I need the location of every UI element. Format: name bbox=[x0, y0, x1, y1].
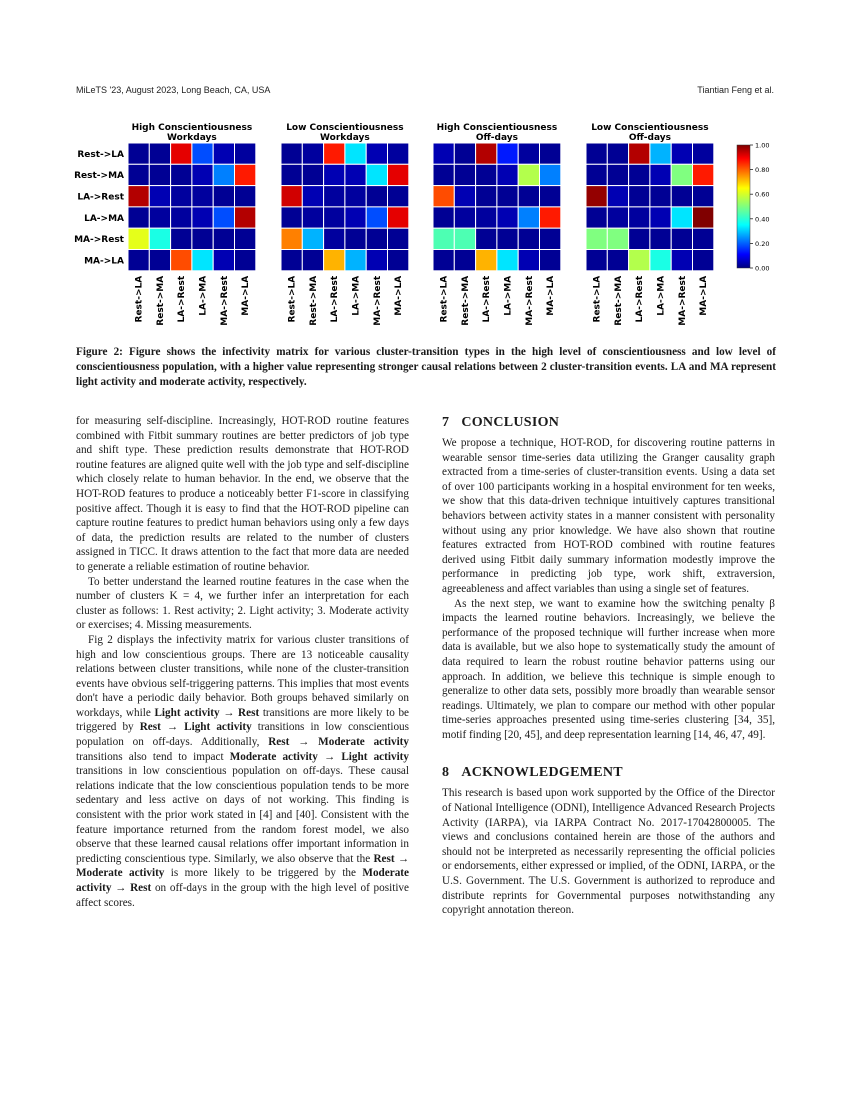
heatmap-cell bbox=[476, 207, 497, 228]
heatmap-cell bbox=[171, 228, 192, 249]
heatmap-cell bbox=[171, 186, 192, 207]
heatmap-cell bbox=[192, 186, 213, 207]
column-tick-label: MA->LA bbox=[241, 275, 252, 316]
heatmap-cell bbox=[629, 250, 650, 271]
heatmap-cell bbox=[213, 228, 234, 249]
column-tick-label: LA->Rest bbox=[635, 275, 646, 323]
heatmap-panel bbox=[586, 123, 714, 326]
row-tick-label: MA->Rest bbox=[74, 235, 124, 246]
heatmap-cell bbox=[192, 143, 213, 164]
heatmap-cell bbox=[213, 186, 234, 207]
heatmap-cell bbox=[586, 143, 607, 164]
heatmap-cell bbox=[281, 228, 302, 249]
heatmap-cell bbox=[366, 164, 387, 185]
heatmap-cell bbox=[629, 228, 650, 249]
right-column bbox=[442, 414, 775, 918]
heatmap-cell bbox=[671, 143, 692, 164]
heatmap-cell bbox=[629, 164, 650, 185]
heatmap-cell bbox=[128, 228, 149, 249]
heatmap-cell bbox=[192, 207, 213, 228]
heatmap-cell bbox=[476, 164, 497, 185]
heatmap-cell bbox=[693, 250, 714, 271]
row-tick-label: LA->MA bbox=[84, 213, 124, 224]
heatmap-cell bbox=[629, 207, 650, 228]
body-paragraph: for measuring self-discipline. Increasingly, HOT-ROD routine features combined with Fitbit summary routines are better predictors of job type and shift type. These prediction results demonstrate that HOT-ROD routine features are aligned quite well with the job type and self-discipline which closely relate to human behavior. In the end, we observe that the HOT-ROD features to produce a noticeably better F1-score in classifying positive affect. Though it is easy to find that the HOT-ROD pipeline can capture routine features to predict human behaviors using only a few days of data, the prediction results are related to the number of clusters assigned in TICC. It draws attention to the fact that more data are needed to generate a reliable estimation of routine behavior. bbox=[76, 415, 409, 573]
heatmap-cell bbox=[345, 143, 366, 164]
colorbar-tick-label: 1.00 bbox=[755, 141, 770, 150]
heatmap-cell bbox=[171, 207, 192, 228]
bold-transition: Rest → Moderate activity bbox=[76, 852, 410, 880]
heatmap-cell bbox=[235, 207, 256, 228]
column-tick-label: Rest->LA bbox=[592, 275, 603, 323]
column-tick-label: MA->Rest bbox=[677, 275, 688, 326]
heatmap-cell bbox=[671, 250, 692, 271]
text-run: transitions in low conscientious population on off-days. Additionally, bbox=[76, 721, 409, 749]
row-tick-label: MA->LA bbox=[84, 256, 124, 267]
heatmap-cell bbox=[586, 250, 607, 271]
heatmap-cell bbox=[518, 207, 539, 228]
heatmap-cell bbox=[518, 228, 539, 249]
heatmap-cell bbox=[235, 186, 256, 207]
heatmap-cell bbox=[302, 164, 323, 185]
heatmap-cell bbox=[629, 186, 650, 207]
heatmap-cell bbox=[433, 164, 454, 185]
heatmap-cell bbox=[454, 164, 475, 185]
heatmap-cell bbox=[388, 250, 409, 271]
heatmap-cell bbox=[540, 164, 561, 185]
column-tick-label: LA->MA bbox=[656, 275, 667, 316]
heatmap-cell bbox=[213, 250, 234, 271]
text-run: transitions are more likely to be triggered by bbox=[76, 706, 410, 734]
heatmap-cell bbox=[388, 207, 409, 228]
heatmap-cell bbox=[149, 143, 170, 164]
heatmap-cell bbox=[302, 250, 323, 271]
heatmap-cell bbox=[693, 207, 714, 228]
heatmap-cell bbox=[171, 143, 192, 164]
text-run: is more likely to be triggered by the bbox=[164, 867, 363, 880]
heatmap-cell bbox=[149, 228, 170, 249]
bold-transition: Moderate activity → Light activity bbox=[229, 750, 410, 763]
heatmap-cell bbox=[650, 228, 671, 249]
heatmap-cell bbox=[281, 143, 302, 164]
heatmap-cell bbox=[128, 143, 149, 164]
heatmap-cell bbox=[518, 143, 539, 164]
heatmap-cell bbox=[454, 228, 475, 249]
column-tick-label: Rest->LA bbox=[134, 275, 145, 323]
bold-transition: Light activity → Rest bbox=[154, 706, 260, 719]
panel-title-line1: High Conscientiousness bbox=[436, 123, 558, 133]
column-tick-label: LA->MA bbox=[351, 275, 362, 316]
column-tick-label: Rest->MA bbox=[613, 275, 624, 326]
column-tick-label: Rest->LA bbox=[439, 275, 450, 323]
heatmap-cell bbox=[433, 250, 454, 271]
section-title: CONCLUSION bbox=[461, 415, 560, 430]
body-paragraph: To better understand the learned routine features in the case when the number of clusters K = 4, we further infer an interpretation for each cluster as follows: 1. Rest activity; 2. Light activity; 3. Moderate activity or exercises; 4. Missing measurements. bbox=[76, 575, 409, 632]
row-tick-label: LA->Rest bbox=[77, 192, 124, 203]
heatmap-cell bbox=[497, 250, 518, 271]
panel-title-line2: Off-days bbox=[628, 133, 671, 143]
heatmap-cell bbox=[345, 186, 366, 207]
heatmap-cell bbox=[281, 164, 302, 185]
heatmap-cell bbox=[213, 143, 234, 164]
row-tick-label: Rest->LA bbox=[77, 149, 124, 160]
heatmap-cell bbox=[149, 164, 170, 185]
heatmap-cell bbox=[540, 143, 561, 164]
heatmap-cell bbox=[281, 250, 302, 271]
column-tick-label: MA->Rest bbox=[219, 275, 230, 326]
heatmap-cell bbox=[671, 164, 692, 185]
heatmap-cell bbox=[324, 228, 345, 249]
panel-title-line1: High Conscientiousness bbox=[131, 123, 253, 133]
heatmap-cell bbox=[388, 143, 409, 164]
section-heading-conclusion bbox=[442, 414, 775, 432]
heatmap-cell bbox=[324, 164, 345, 185]
heatmap-cell bbox=[433, 143, 454, 164]
heatmap-cell bbox=[345, 207, 366, 228]
heatmap-cell bbox=[629, 143, 650, 164]
heatmap-cell bbox=[192, 228, 213, 249]
colorbar-gradient bbox=[737, 145, 750, 268]
column-tick-label: Rest->MA bbox=[155, 275, 166, 326]
heatmap-cell bbox=[693, 143, 714, 164]
heatmap-panel bbox=[433, 123, 561, 326]
column-tick-label: MA->Rest bbox=[524, 275, 535, 326]
section-number: 7 bbox=[442, 415, 450, 430]
heatmap-cell bbox=[324, 207, 345, 228]
heatmap-cell bbox=[476, 250, 497, 271]
figure-caption: Figure 2: Figure shows the infectivity matrix for various cluster-transition types in the high level of conscientiousness and low level of conscientiousness population, with a higher value representing stronger causal relations between 2 cluster-transition events. LA and MA represent light activity and moderate activity, respectively. bbox=[76, 346, 776, 388]
heatmap-cell bbox=[650, 207, 671, 228]
heatmap-cell bbox=[149, 207, 170, 228]
column-tick-label: MA->LA bbox=[394, 275, 405, 316]
heatmap-cell bbox=[650, 186, 671, 207]
heatmap-cell bbox=[324, 186, 345, 207]
heatmap-cell bbox=[433, 186, 454, 207]
heatmap-cell bbox=[302, 186, 323, 207]
infectivity-heatmap-figure bbox=[0, 0, 850, 340]
heatmap-cell bbox=[497, 164, 518, 185]
heatmap-cell bbox=[454, 143, 475, 164]
colorbar-tick-label: 0.60 bbox=[755, 190, 770, 199]
bold-transition: Rest → Light activity bbox=[139, 721, 252, 734]
heatmap-cell bbox=[149, 250, 170, 271]
heatmap-cell bbox=[302, 207, 323, 228]
heatmap-cell bbox=[497, 186, 518, 207]
heatmap-cell bbox=[128, 207, 149, 228]
heatmap-cell bbox=[607, 186, 628, 207]
column-tick-label: Rest->LA bbox=[287, 275, 298, 323]
heatmap-cell bbox=[671, 186, 692, 207]
heatmap-cell bbox=[586, 207, 607, 228]
heatmap-cell bbox=[454, 207, 475, 228]
heatmap-cell bbox=[607, 207, 628, 228]
column-tick-label: LA->Rest bbox=[482, 275, 493, 323]
heatmap-cell bbox=[607, 250, 628, 271]
colorbar bbox=[737, 142, 769, 273]
heatmap-cell bbox=[213, 207, 234, 228]
column-tick-label: LA->Rest bbox=[330, 275, 341, 323]
running-header-authors: Tiantian Feng et al. bbox=[697, 85, 774, 95]
heatmap-cell bbox=[650, 143, 671, 164]
heatmap-panel bbox=[74, 123, 256, 326]
column-tick-label: Rest->MA bbox=[460, 275, 471, 326]
heatmap-cell bbox=[171, 250, 192, 271]
heatmap-cell bbox=[388, 186, 409, 207]
text-run: on off-days in the group with the high level of positive affect scores. bbox=[76, 882, 409, 909]
heatmap-cell bbox=[540, 186, 561, 207]
column-tick-label: MA->LA bbox=[699, 275, 710, 316]
heatmap-cell bbox=[650, 250, 671, 271]
heatmap-cell bbox=[128, 186, 149, 207]
heatmap-cell bbox=[650, 164, 671, 185]
text-run: transitions in low conscientious population on off-days. These causal relations indicate that the low conscientious population tends to be more sedentary and less active on days of not working. This finding is consistent with the prior work stated in [4] and [40]. Consistent with the feature importance returned from the random forest model, we also observe that these learned causal relations offer important information in predicting conscientious type. Similarly, we also observe that the bbox=[76, 765, 409, 865]
heatmap-cell bbox=[607, 164, 628, 185]
heatmap-cell bbox=[302, 228, 323, 249]
heatmap-cell bbox=[366, 228, 387, 249]
column-tick-label: MA->LA bbox=[546, 275, 557, 316]
heatmap-cell bbox=[540, 250, 561, 271]
bold-transition: Rest → Moderate activity bbox=[268, 736, 409, 749]
heatmap-cell bbox=[213, 164, 234, 185]
body-paragraph bbox=[76, 633, 409, 910]
heatmap-cell bbox=[693, 228, 714, 249]
colorbar-tick-label: 0.40 bbox=[755, 215, 770, 224]
text-run: transitions also tend to impact bbox=[76, 750, 230, 763]
heatmap-cell bbox=[345, 164, 366, 185]
body-paragraph: As the next step, we want to examine how the switching penalty β impacts the learned routine behaviors. Increasingly, we believe the performance of the proposed technique will further increase when more data is available, but we also hope to systematically study the amount of data required to learn the robust routine behavior patterns using our approach. In addition, we believe this technique is simple enough to generalize to other data sets, possibly more broadly than wearable sensor readings. Ultimately, we plan to compare our method with other popular time-series approaches presented using time-series clustering [34, 35], motif finding [20, 45], and deep representation learning [14, 46, 47, 49]. bbox=[442, 597, 775, 741]
body-paragraph: We propose a technique, HOT-ROD, for discovering routine patterns in wearable sensor time-series data utilizing the Granger causality graph extracted from a time-series of cluster-transition events. Using a data set of over 100 participants working in a hospital environment for ten weeks, we show that this data-driven technique intuitively captures transitional behaviors between activity states in a manner consistent with personality without using any prior knowledge. We have also shown that routine features extracted from HOT-ROD combined with routine features derived using Fitbit daily summary information modestly improve the performance in predicting job type, work shift, extraversion, agreeableness and affect variables than using a single set of features. bbox=[442, 437, 775, 595]
heatmap-cell bbox=[497, 228, 518, 249]
heatmap-cell bbox=[149, 186, 170, 207]
heatmap-cell bbox=[324, 143, 345, 164]
heatmap-cell bbox=[540, 207, 561, 228]
bold-transition: Moderate activity → Rest bbox=[76, 867, 409, 894]
heatmap-cell bbox=[497, 207, 518, 228]
column-tick-label: MA->Rest bbox=[372, 275, 383, 326]
column-tick-label: LA->Rest bbox=[177, 275, 188, 323]
heatmap-cell bbox=[607, 228, 628, 249]
panel-title-line2: Workdays bbox=[320, 133, 370, 143]
heatmap-cell bbox=[586, 228, 607, 249]
heatmap-cell bbox=[454, 186, 475, 207]
heatmap-cell bbox=[518, 164, 539, 185]
heatmap-cell bbox=[476, 228, 497, 249]
column-tick-label: LA->MA bbox=[503, 275, 514, 316]
column-tick-label: Rest->MA bbox=[308, 275, 319, 326]
heatmap-cell bbox=[128, 164, 149, 185]
heatmap-cell bbox=[345, 228, 366, 249]
running-header-venue: MiLeTS '23, August 2023, Long Beach, CA, USA bbox=[76, 85, 271, 95]
section-title: ACKNOWLEDGEMENT bbox=[461, 765, 623, 781]
row-tick-label: Rest->MA bbox=[74, 171, 124, 182]
body-paragraph: This research is based upon work supported by the Office of the Director of National Intelligence (ODNI), Intelligence Advanced Research Projects Activity (IARPA), via IARPA Contract No. 2017-17042800005. The views and conclusions contained herein are those of the authors and should not be interpreted as necessarily representing the official policies or endorsements, either expressed or implied, of the ODNI, IARPA, or the U.S. Government. The U.S. Government is authorized to reproduce and distribute reprints for Governmental purposes notwithstanding any copyright annotation thereon. bbox=[442, 787, 776, 917]
heatmap-cell bbox=[235, 228, 256, 249]
heatmap-cell bbox=[235, 250, 256, 271]
heatmap-cell bbox=[433, 228, 454, 249]
section-number: 8 bbox=[442, 765, 450, 781]
heatmap-cell bbox=[476, 186, 497, 207]
heatmap-cell bbox=[586, 186, 607, 207]
heatmap-cell bbox=[345, 250, 366, 271]
panel-title-line1: Low Conscientiousness bbox=[591, 123, 709, 133]
heatmap-cell bbox=[693, 186, 714, 207]
heatmap-cell bbox=[324, 250, 345, 271]
heatmap-cell bbox=[366, 186, 387, 207]
colorbar-tick-label: 0.20 bbox=[755, 239, 770, 248]
heatmap-cell bbox=[518, 250, 539, 271]
heatmap-cell bbox=[302, 143, 323, 164]
heatmap-cell bbox=[281, 186, 302, 207]
heatmap-cell bbox=[281, 207, 302, 228]
heatmap-cell bbox=[586, 164, 607, 185]
heatmap-cell bbox=[235, 143, 256, 164]
panel-title-line2: Workdays bbox=[167, 133, 217, 143]
heatmap-cell bbox=[671, 207, 692, 228]
heatmap-cell bbox=[388, 228, 409, 249]
column-tick-label: LA->MA bbox=[198, 275, 209, 316]
text-run: Fig 2 displays the infectivity matrix for various cluster transitions of high and low conscientious groups. There are 13 noticeable causality relations between cluster transitions, while none of the cluster-transition events have obvious self-triggering patterns. This implies that most events don't have a periodic daily behavior. Both groups behaved similarly on workdays, while bbox=[76, 633, 409, 719]
heatmap-cell bbox=[693, 164, 714, 185]
heatmap-cell bbox=[128, 250, 149, 271]
heatmap-cell bbox=[476, 143, 497, 164]
heatmap-cell bbox=[454, 250, 475, 271]
heatmap-panel bbox=[281, 123, 409, 326]
heatmap-cell bbox=[171, 164, 192, 185]
heatmap-cell bbox=[192, 164, 213, 185]
heatmap-cell bbox=[671, 228, 692, 249]
heatmap-cell bbox=[433, 207, 454, 228]
heatmap-cell bbox=[607, 143, 628, 164]
heatmap-cell bbox=[235, 164, 256, 185]
heatmap-cell bbox=[366, 143, 387, 164]
panel-title-line1: Low Conscientiousness bbox=[286, 123, 404, 133]
panel-title-line2: Off-days bbox=[475, 133, 518, 143]
heatmap-cell bbox=[192, 250, 213, 271]
colorbar-tick-label: 0.80 bbox=[755, 166, 770, 175]
heatmap-cell bbox=[540, 228, 561, 249]
heatmap-cell bbox=[497, 143, 518, 164]
heatmap-cell bbox=[518, 186, 539, 207]
section-heading-acknowledgement bbox=[442, 764, 775, 782]
heatmap-cell bbox=[366, 250, 387, 271]
colorbar-tick-label: 0.00 bbox=[755, 264, 770, 273]
left-column bbox=[76, 414, 409, 910]
heatmap-cell bbox=[366, 207, 387, 228]
heatmap-cell bbox=[388, 164, 409, 185]
